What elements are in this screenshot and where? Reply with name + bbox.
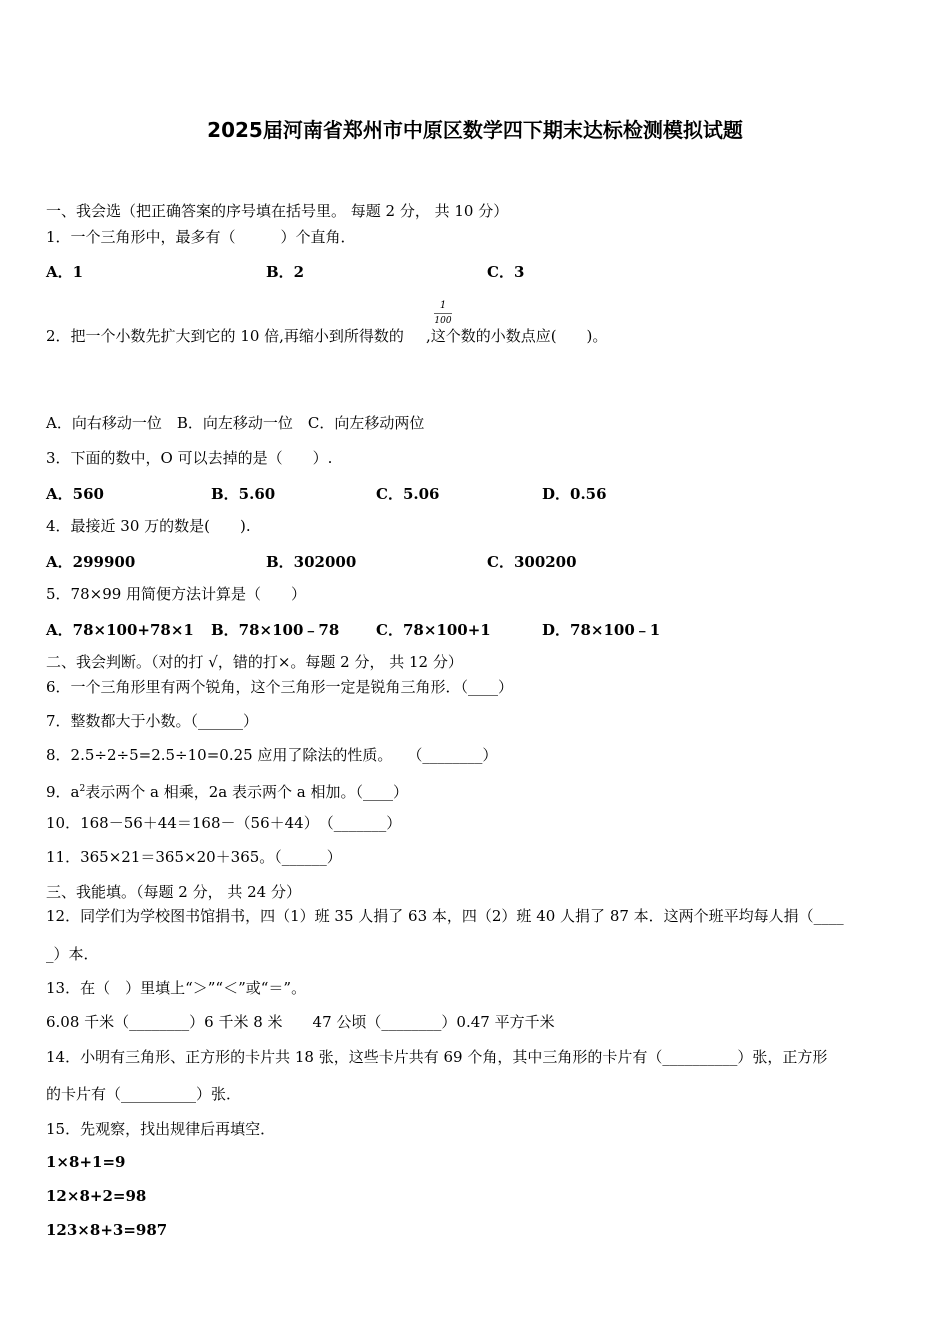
q9-text-after: 表示两个 a 相乘，2a 表示两个 a 相加。（____） (85, 783, 408, 801)
q4-option-c: C．300200 (487, 553, 577, 571)
section-2-heading: 二、我会判断。（对的打 √，错的打×。每题 2 分， 共 12 分） (46, 653, 463, 671)
question-12-line-2: _）本． (46, 945, 99, 963)
q2-options: A．向右移动一位 B．向左移动一位 C．向左移动两位 (46, 414, 425, 432)
q3-option-a: A．560 (46, 485, 104, 503)
q3-option-c: C．5.06 (376, 485, 440, 503)
question-3: 3．下面的数中，O 可以去掉的是（ ）. (46, 449, 333, 467)
question-9 (46, 779, 408, 802)
q3-option-d: D．0.56 (542, 485, 607, 503)
question-2 (46, 326, 607, 346)
question-5: 5．78×99 用简便方法计算是（ ） (46, 585, 307, 603)
question-4: 4．最接近 30 万的数是( ). (46, 517, 251, 535)
question-6: 6．一个三角形里有两个锐角，这个三角形一定是锐角三角形．（____） (46, 678, 514, 696)
fraction-denominator: 100 (434, 316, 452, 326)
q9-exponent: 2 (79, 784, 86, 794)
question-7: 7．整数都大于小数。（______） (46, 712, 259, 730)
q4-option-a: A．299900 (46, 553, 136, 571)
q2-text-after: ,这个数的小数点应( )。 (425, 327, 608, 345)
q15-equation-1: 1×8+1=9 (46, 1153, 126, 1171)
q5-option-d: D．78×100﹣1 (542, 621, 661, 639)
question-13: 13．在（ ）里填上“＞”“＜”或“＝”。 (46, 979, 307, 997)
question-14-line-1: 14．小明有三角形、正方形的卡片共 18 张，这些卡片共有 69 个角，其中三角形的卡片有（__________）张，正方形 (46, 1048, 828, 1066)
page-title: 2025届河南省郑州市中原区数学四下期末达标检测模拟试题 (207, 118, 743, 142)
fraction-numerator: 1 (439, 300, 447, 311)
question-12-line-1: 12．同学们为学校图书馆捐书，四（1）班 35 人捐了 63 本，四（2）班 40 人捐了 87 本．这两个班平均每人捐（____ (46, 907, 844, 925)
q2-text-before: 2．把一个小数先扩大到它的 10 倍,再缩小到所得数的 (46, 327, 404, 345)
question-11: 11．365×21＝365×20＋365。（______） (46, 848, 342, 866)
question-1: 1．一个三角形中，最多有（ ）个直角． (46, 228, 356, 246)
question-8: 8．2.5÷2÷5=2.5÷10=0.25 应用了除法的性质。 （________） (46, 746, 498, 764)
fraction-bar (434, 313, 452, 314)
q5-option-c: C．78×100+1 (376, 621, 491, 639)
section-3-heading: 三、我能填。（每题 2 分， 共 24 分） (46, 883, 301, 901)
question-14-line-2: 的卡片有（__________）张． (46, 1085, 242, 1103)
q1-option-c: C．3 (487, 263, 525, 281)
q4-option-b: B．302000 (266, 553, 357, 571)
q15-equation-3: 123×8+3=987 (46, 1221, 168, 1239)
q5-option-a: A．78×100+78×1 (46, 621, 194, 639)
q3-option-b: B．5.60 (211, 485, 276, 503)
q9-text-before: 9．a (46, 783, 80, 801)
question-10: 10．168－56＋44＝168－（56＋44） （_______） (46, 814, 402, 832)
section-1-heading: 一、我会选（把正确答案的序号填在括号里。 每题 2 分， 共 10 分） (46, 202, 509, 220)
q13-comparisons: 6.08 千米（________）6 千米 8 米 47 公顷（________）0.47 平方千米 (46, 1013, 555, 1031)
q15-equation-2: 12×8+2=98 (46, 1187, 147, 1205)
q1-option-b: B．2 (266, 263, 305, 281)
q5-option-b: B．78×100﹣78 (211, 621, 340, 639)
q1-option-a: A．1 (46, 263, 84, 281)
question-15: 15．先观察，找出规律后再填空． (46, 1120, 276, 1138)
q2-fraction (432, 300, 454, 336)
